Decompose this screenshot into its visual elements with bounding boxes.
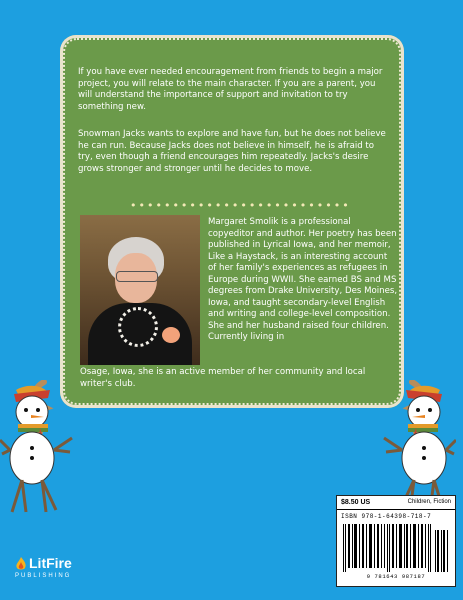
barcode-box bbox=[336, 495, 456, 587]
blurb-paragraph-1: If you have ever needed encouragement from friends to begin a major project, you will relate to the main character. If you are a parent, you will understand the importance of support and invitation to try something new. bbox=[78, 67, 383, 112]
isbn-label: ISBN 978-1-64398-718-7 bbox=[341, 513, 432, 520]
barcode-divider bbox=[337, 509, 455, 510]
publisher-logo bbox=[13, 555, 93, 585]
blurb-paragraph-2: Snowman Jacks wants to explore and have fun, but he does not believe he can run. Because Jacks does not believe in himself, he is afraid to try, even though a friend encourages him repeatedly. Jacks's desire grows stronger and stronger until he decides to move. bbox=[78, 129, 386, 174]
author-photo bbox=[80, 215, 200, 365]
author-bio-continued: Osage, Iowa, she is an active member of her community and local writer's club. bbox=[80, 367, 366, 389]
flame-icon bbox=[15, 557, 27, 571]
barcode-bars bbox=[343, 524, 449, 572]
author-bio: Margaret Smolik is a professional copyeditor and author. Her poetry has been published in Lyrical Iowa, and her memoir, Like a Haystack, is an interesting account of her family's experiences as refugees in Europe during WWII. She earned BS and MS degrees from Drake University, Des Moines, Iowa, and taught secondary-level English and writing and college-level composition. She and her husband raised four children. Currently living in bbox=[208, 217, 398, 342]
barcode-digits: 9 781643 987187 bbox=[366, 573, 426, 580]
price-label: $8.50 US bbox=[341, 499, 371, 506]
divider-dots: •••••••••••••••••••••••••• bbox=[130, 199, 351, 212]
snowman-left-illustration bbox=[0, 380, 80, 515]
publisher-tagline: PUBLISHING bbox=[15, 573, 72, 579]
genre-label: Children, Fiction bbox=[407, 499, 451, 505]
publisher-name: LitFire bbox=[29, 555, 72, 571]
